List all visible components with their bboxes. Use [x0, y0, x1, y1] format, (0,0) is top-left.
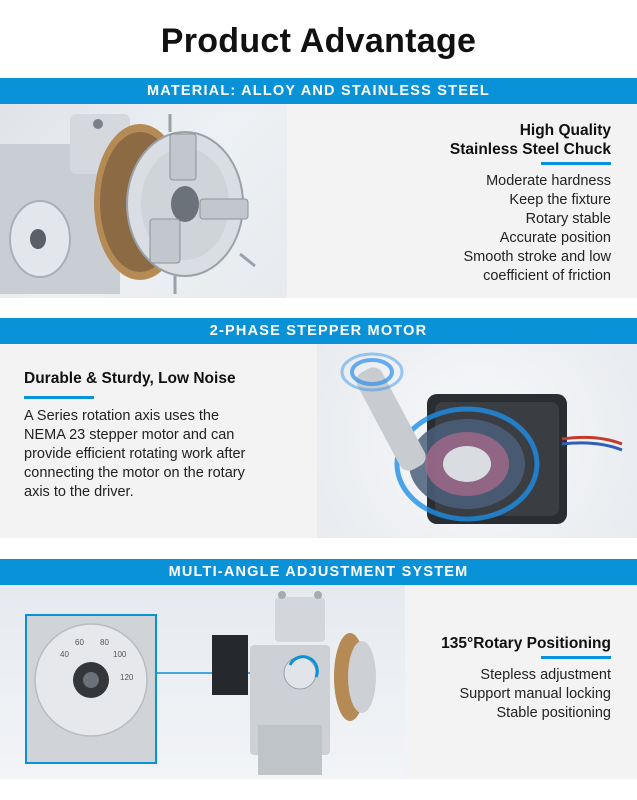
- feature-line: Smooth stroke and low: [463, 249, 611, 265]
- page-title: Product Advantage: [160, 22, 477, 60]
- section-banner-material: MATERIAL: ALLOY AND STAINLESS STEEL: [0, 78, 637, 104]
- section-material: [0, 104, 637, 298]
- dial-label: 120: [120, 673, 134, 682]
- feature-line: coefficient of friction: [483, 268, 611, 284]
- feature-line: Support manual locking: [459, 686, 611, 702]
- material-heading: High Quality Stainless Steel Chuck: [449, 122, 611, 158]
- adjustment-heading: 135°Rotary Positioning: [441, 635, 611, 652]
- stepper-motor-image: [317, 344, 637, 538]
- feature-line: Stable positioning: [496, 705, 611, 721]
- motor-description: [24, 407, 245, 502]
- adjustment-image: [0, 585, 405, 779]
- adjustment-text-panel: [405, 585, 637, 779]
- section-motor: [0, 344, 637, 538]
- dial-label: 40: [60, 650, 69, 659]
- motor-text-panel: [0, 344, 317, 538]
- section-adjustment: [0, 585, 637, 779]
- section-banner-motor: 2-PHASE STEPPER MOTOR: [0, 318, 637, 344]
- description-line: provide efficient rotating work after: [24, 446, 246, 462]
- heading-underline: [541, 162, 611, 165]
- description-line: axis to the driver.: [24, 484, 134, 500]
- section-banner-adjustment: MULTI-ANGLE ADJUSTMENT SYSTEM: [0, 559, 637, 585]
- description-line: NEMA 23 stepper motor and can: [24, 427, 235, 443]
- dial-label: 60: [75, 638, 84, 647]
- heading-underline: [24, 396, 94, 399]
- feature-line: Accurate position: [499, 230, 611, 246]
- feature-line: Keep the fixture: [509, 192, 611, 208]
- feature-line: Moderate hardness: [486, 173, 611, 189]
- chuck-image: [0, 104, 287, 298]
- description-line: A Series rotation axis uses the: [24, 408, 220, 424]
- heading-underline: [541, 656, 611, 659]
- adjustment-feature-list: [459, 666, 611, 723]
- dial-label: 100: [113, 650, 127, 659]
- feature-line: Rotary stable: [525, 211, 611, 227]
- motor-heading: Durable & Sturdy, Low Noise: [24, 370, 236, 387]
- description-line: connecting the motor on the rotary: [24, 465, 245, 481]
- feature-line: Stepless adjustment: [480, 667, 611, 683]
- material-feature-list: [464, 172, 612, 286]
- dial-label: 80: [100, 638, 109, 647]
- material-text-panel: [287, 104, 637, 298]
